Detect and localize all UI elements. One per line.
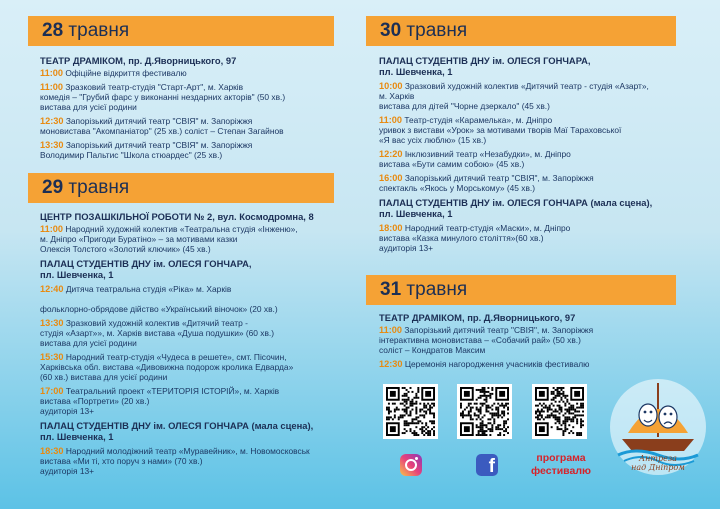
venue-line: ПАЛАЦ СТУДЕНТІВ ДНУ ім. ОЛЕСЯ ГОНЧАРА, — [379, 55, 591, 66]
logo-text-line: над Дніпром — [631, 463, 685, 472]
venue-title: ЦЕНТР ПОЗАШКІЛЬНОЇ РОБОТИ № 2, вул. Космодромна, 8 — [40, 211, 314, 222]
day-header-29 — [28, 173, 334, 203]
day-header-31 — [366, 275, 676, 305]
event-time: 10:00 — [379, 81, 403, 91]
day-month: травня — [406, 279, 468, 300]
event-list — [40, 224, 358, 254]
day-number: 28 — [42, 20, 64, 41]
venue-line: ПАЛАЦ СТУДЕНТІВ ДНУ ім. ОЛЕСЯ ГОНЧАРА, — [40, 258, 252, 269]
event-item — [379, 81, 709, 111]
day-number: 30 — [380, 20, 402, 41]
event-line: 10:00 Зразковий художній колектив «Дитячий театр - студія «Азарт», — [379, 81, 649, 91]
event-item — [379, 173, 709, 193]
event-line: 11:00 Зразковий театр-студія "Старт-Арт", м. Харків — [40, 82, 244, 92]
event-time: 15:30 — [40, 352, 64, 362]
event-line: 16:00 Запорізький дитячий театр "СВІЯ", м. Запоріжжя — [379, 173, 594, 183]
event-line: 12:20 Інклюзивний театр «Незабудки», м. Дніпро — [379, 149, 571, 159]
event-line: 12:30 Запорізький дитячий театр "СВІЯ" м. Запоріжжя — [40, 116, 253, 126]
event-list — [40, 284, 358, 416]
day-number: 29 — [42, 177, 64, 198]
event-line: 18:00 Народний театр-студія «Маски», м. Дніпро — [379, 223, 571, 233]
event-item — [40, 116, 345, 136]
event-item — [379, 149, 709, 169]
event-time: 12:20 — [379, 149, 403, 159]
event-item — [40, 318, 358, 348]
event-time: 11:00 — [379, 115, 402, 125]
event-item — [40, 386, 358, 416]
event-time: 18:00 — [379, 223, 403, 233]
event-line: вистава «Казка минулого століття»(60 хв.) — [379, 233, 544, 243]
event-list — [40, 68, 345, 160]
event-list — [379, 81, 709, 193]
event-line: аудиторія 13+ — [40, 406, 95, 416]
event-line: уривок з вистави «Урок» за мотивами творів Маї Тараховської — [379, 125, 622, 135]
program-label — [526, 452, 596, 478]
program-label-line: фестивалю — [531, 465, 591, 477]
event-line: вистава для усієї родини — [40, 338, 137, 348]
venue-title — [379, 55, 709, 77]
event-line: 11:00 Народний художній колектив «Театральна студія «Інженю», — [40, 224, 298, 234]
event-line: аудиторія 13+ — [40, 466, 95, 476]
event-line: аудиторія 13+ — [379, 243, 434, 253]
event-line: вистава для дітей "Чорне дзеркало" (45 хв.) — [379, 101, 550, 111]
event-line: м. Харків — [379, 91, 415, 101]
event-time: 11:00 — [379, 325, 402, 335]
event-item — [40, 68, 345, 78]
venue-line: пл. Шевченка, 1 — [379, 66, 453, 77]
event-line — [40, 294, 358, 304]
event-line: 15:30 Народний театр-студія «Чудеса в решете», смт. Пісочин, — [40, 352, 287, 362]
event-time: 12:30 — [40, 116, 64, 126]
event-time: 13:30 — [40, 318, 64, 328]
logo-text — [606, 454, 710, 472]
event-line: моновистава "Акомпаніатор" (25 хв.) соліст – Степан Загайнов — [40, 126, 284, 136]
event-line: 13:30 Зразковий художній колектив «Дитячий театр - — [40, 318, 248, 328]
event-item — [379, 223, 709, 253]
event-line: Харківська обл. вистава «Дивовижна подорож кролика Едварда» — [40, 362, 294, 372]
event-line: комедія – "Грубий фарс у виконанні нездарних акторів" (50 хв.) — [40, 92, 286, 102]
event-list — [40, 446, 358, 476]
venue-title — [40, 420, 358, 442]
event-line: вистава «Ми ті, хто поруч з нами» (70 хв.) — [40, 456, 203, 466]
day-number: 31 — [380, 279, 402, 300]
event-line: (60 хв.) вистава для усієї родини — [40, 372, 168, 382]
event-line: студія «Азарт»», м. Харків вистава «Душа подушки» (60 хв.) — [40, 328, 275, 338]
event-line: Володимир Пальтис "Школа стюардес" (25 хв.) — [40, 150, 223, 160]
event-list — [379, 325, 709, 369]
venue-line: ПАЛАЦ СТУДЕНТІВ ДНУ ім. ОЛЕСЯ ГОНЧАРА (мала сцена), — [40, 420, 314, 431]
event-line: 12:30 Церемонія нагородження учасників фестивалю — [379, 359, 590, 369]
event-line: спектакль «Якось у Морському» (45 хв.) — [379, 183, 536, 193]
facebook-qr-code[interactable] — [457, 384, 512, 439]
event-line: Олексія Толстого «Золотий ключик» (45 хв.) — [40, 244, 211, 254]
day-month: травня — [68, 177, 130, 198]
event-line: 11:00 Офіційне відкриття фестивалю — [40, 68, 187, 78]
event-time: 12:30 — [379, 359, 403, 369]
event-line: соліст – Кондратов Максим — [379, 345, 486, 355]
event-line: 18:30 Народний молодіжний театр «Муравейник», м. Новомосковськ — [40, 446, 310, 456]
event-line: вистава для усієї родини — [40, 102, 137, 112]
venue-title: ТЕАТР ДРАМІКОМ, пр. Д.Яворницького, 97 — [40, 55, 237, 66]
day30-section — [379, 55, 709, 257]
event-item — [40, 140, 345, 160]
program-label-line: програма — [536, 452, 586, 464]
venue-line: пл. Шевченка, 1 — [379, 208, 453, 219]
day-header-28 — [28, 16, 334, 46]
day28-section — [40, 55, 345, 164]
venue-title — [40, 258, 358, 280]
venue-line: ПАЛАЦ СТУДЕНТІВ ДНУ ім. ОЛЕСЯ ГОНЧАРА (мала сцена), — [379, 197, 653, 208]
day-header-30 — [366, 16, 676, 46]
event-line: 11:00 Запорізький дитячий театр "СВІЯ", м. Запоріжжя — [379, 325, 594, 335]
event-time: 18:30 — [40, 446, 64, 456]
event-time: 16:00 — [379, 173, 403, 183]
venue-title — [379, 197, 709, 219]
event-time: 13:30 — [40, 140, 64, 150]
instagram-qr-code[interactable] — [383, 384, 438, 439]
event-line: вистава «Портрети» (20 хв.) — [40, 396, 150, 406]
event-time: 11:00 — [40, 68, 63, 78]
event-time: 11:00 — [40, 224, 63, 234]
event-item — [40, 284, 358, 314]
event-line: 11:00 Театр-студія «Карамелька», м. Дніпро — [379, 115, 553, 125]
event-line: 17:00 Театральний проект «ТЕРИТОРІЯ ІСТОРІЙ», м. Харків — [40, 386, 280, 396]
event-time: 12:40 — [40, 284, 64, 294]
venue-title: ТЕАТР ДРАМІКОМ, пр. Д.Яворницького, 97 — [379, 312, 576, 323]
event-line: інтерактивна моновистава – «Собачий рай» (50 хв.) — [379, 335, 581, 345]
event-item — [379, 325, 709, 355]
venue-line: пл. Шевченка, 1 — [40, 431, 114, 442]
day-month: травня — [68, 20, 130, 41]
day29-section — [40, 211, 358, 480]
venue-line: пл. Шевченка, 1 — [40, 269, 114, 280]
event-line: 13:30 Запорізький дитячий театр "СВІЯ" м. Запоріжжя — [40, 140, 253, 150]
event-time: 11:00 — [40, 82, 63, 92]
facebook-icon[interactable]: f — [476, 454, 498, 476]
logo-text-line: Антреза — [639, 454, 677, 463]
event-line: 12:40 Дитяча театральна студія «Ріка» м. Харків — [40, 284, 232, 294]
event-item — [379, 359, 709, 369]
event-item — [40, 82, 345, 112]
instagram-icon[interactable] — [400, 454, 422, 476]
event-line: вистава «Бути самим собою» (45 хв.) — [379, 159, 525, 169]
day31-section — [379, 312, 709, 373]
event-item — [40, 352, 358, 382]
event-list — [379, 223, 709, 253]
day-month: травня — [406, 20, 468, 41]
event-line: м. Дніпро «Пригоди Буратіно» – за мотивами казки — [40, 234, 238, 244]
event-line: фольклорно-обрядове дійство «Український віночок» (20 хв.) — [40, 304, 278, 314]
event-item — [40, 446, 358, 476]
event-time: 17:00 — [40, 386, 64, 396]
event-item — [379, 115, 709, 145]
event-item — [40, 224, 358, 254]
program-qr-code[interactable] — [532, 384, 587, 439]
event-line: «Я вас усіх люблю» (15 хв.) — [379, 135, 487, 145]
